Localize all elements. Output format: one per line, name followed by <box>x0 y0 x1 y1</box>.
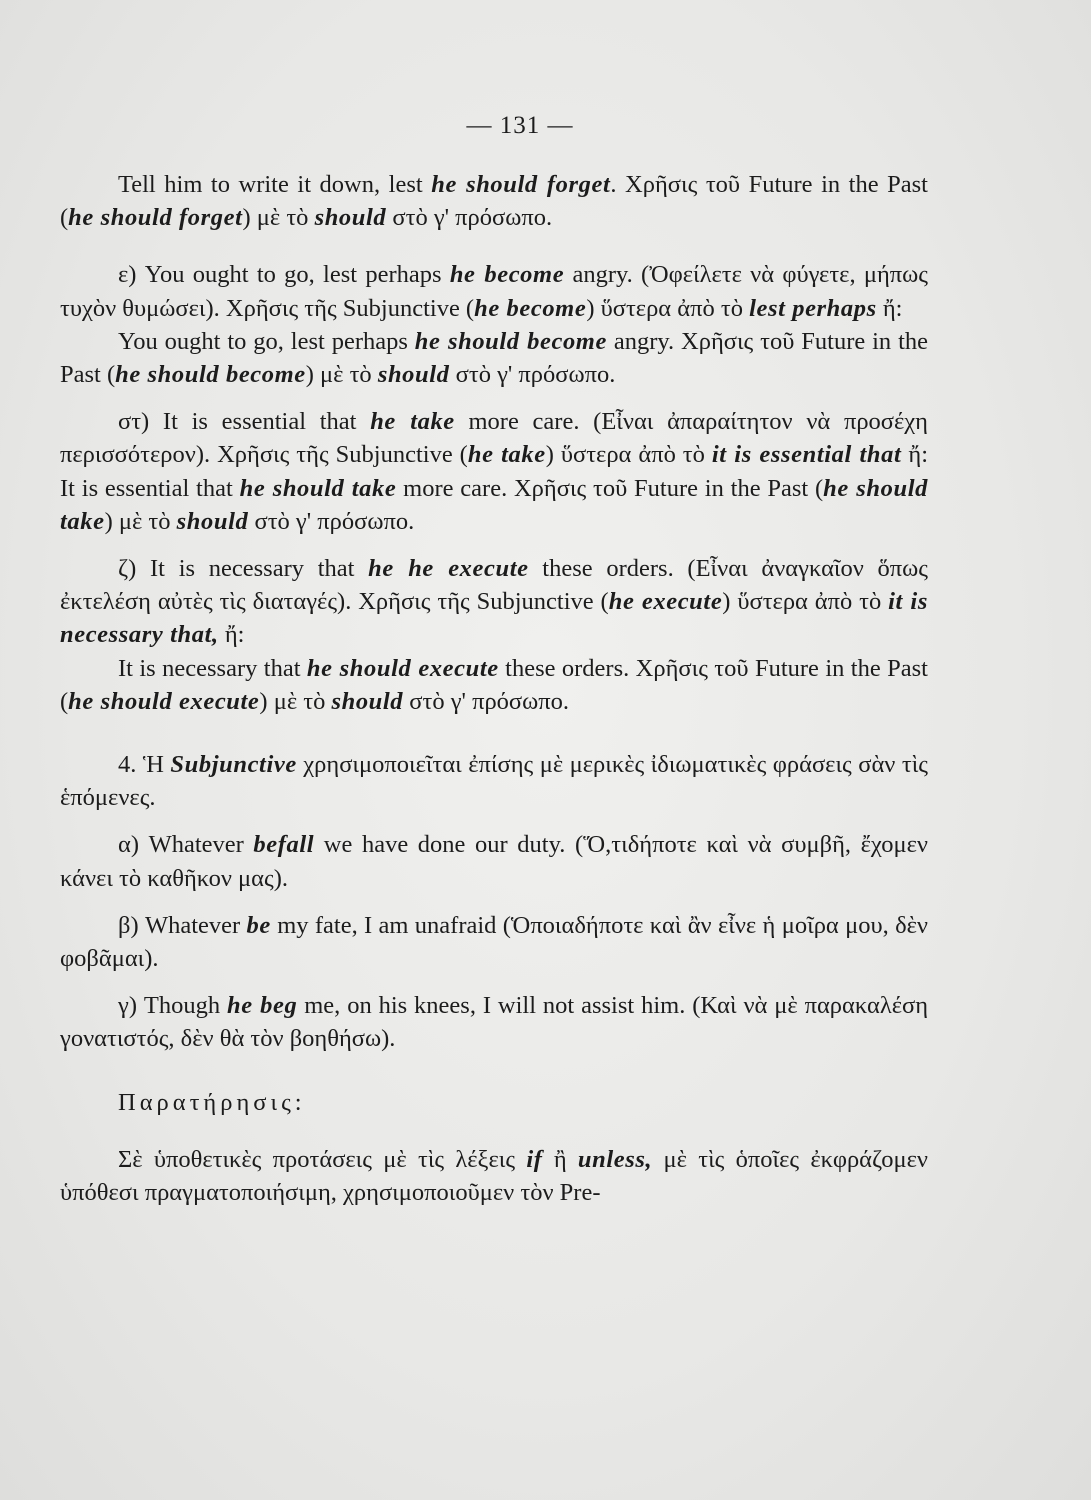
paragraph-heading-observation: Παρατήρησις: <box>118 1088 306 1116</box>
paragraph-forget: Tell him to write it down, lest he should forget. Χρῆσις τοῦ Future in the Past (he should forget) μὲ τὸ should στὸ γ' πρόσωπο. <box>60 171 928 232</box>
paragraph-observation: Σὲ ὑποθετικὲς προτάσεις μὲ τὶς λέξεις if ἢ unless, μὲ τὶς ὁποῖες ἐκφράζομεν ὑπόθεσι πραγματοποιήσιμη, χρησιμοποιοῦμεν τὸν Pre- <box>60 1145 929 1207</box>
page-body <box>60 168 928 1209</box>
paragraph-stigma: στ) It is essential that he take more care. (Εἶναι ἀπαραίτητον νὰ προσέχη περισσότερον). Χρῆσις τῆς Subjunctive (he take) ὕστερα ἀπὸ τὸ it is essential that ἤ: It is essential that he should take more care. Χρῆσις τοῦ Future in the Past (he should take) μὲ τὸ should στὸ γ' πρόσωπο. <box>60 408 929 535</box>
paragraph-should-execute: It is necessary that he should execute these orders. Χρῆσις τοῦ Future in the Past (he should execute) μὲ τὸ should στὸ γ' πρόσωπο. <box>60 654 928 715</box>
paragraph-beta: β) Whatever be my fate, I am unafraid (Ὁποιαδήποτε καὶ ἂν εἶνε ἡ μοῖρα μου, δὲν φοβᾶμαι). <box>60 911 928 973</box>
page-number: — 131 — <box>466 112 574 139</box>
paragraph-epsilon: ε) You ought to go, lest perhaps he become angry. (Ὀφείλετε νὰ φύγετε, μήπως τυχὸν θυμώσει). Χρῆσις τῆς Subjunctive (he become) ὕστερα ἀπὸ τὸ lest perhaps ἤ: <box>60 261 928 322</box>
paragraph-gamma: γ) Though he beg me, on his knees, I will not assist him. (Καὶ νὰ μὲ παρακαλέση γονατιστός, δὲν θὰ τὸν βοηθήσω). <box>60 992 929 1053</box>
paragraph-should-become: You ought to go, lest perhaps he should become angry. Χρῆσις τοῦ Future in the Past (he should become) μὲ τὸ should στὸ γ' πρόσωπο. <box>60 327 928 389</box>
paragraph-zeta: ζ) It is necessary that he he execute these orders. (Εἶναι ἀναγκαῖον ὅπως ἐκτελέση αὐτὲς τὶς διαταγές). Χρῆσις τῆς Subjunctive (he execute) ὕστερα ἀπὸ τὸ it is necessary that, ἤ: <box>60 555 929 649</box>
paragraph-section-4: 4. Ἡ Subjunctive χρησιμοποιεῖται ἐπίσης μὲ μερικὲς ἰδιωματικὲς φράσεις σὰν τὶς ἑπόμενες. <box>60 751 928 812</box>
paragraph-alpha: α) Whatever befall we have done our duty. (Ὅ,τιδήποτε καὶ νὰ συμβῆ, ἔχομεν κάνει τὸ καθῆκον μας). <box>60 831 928 892</box>
